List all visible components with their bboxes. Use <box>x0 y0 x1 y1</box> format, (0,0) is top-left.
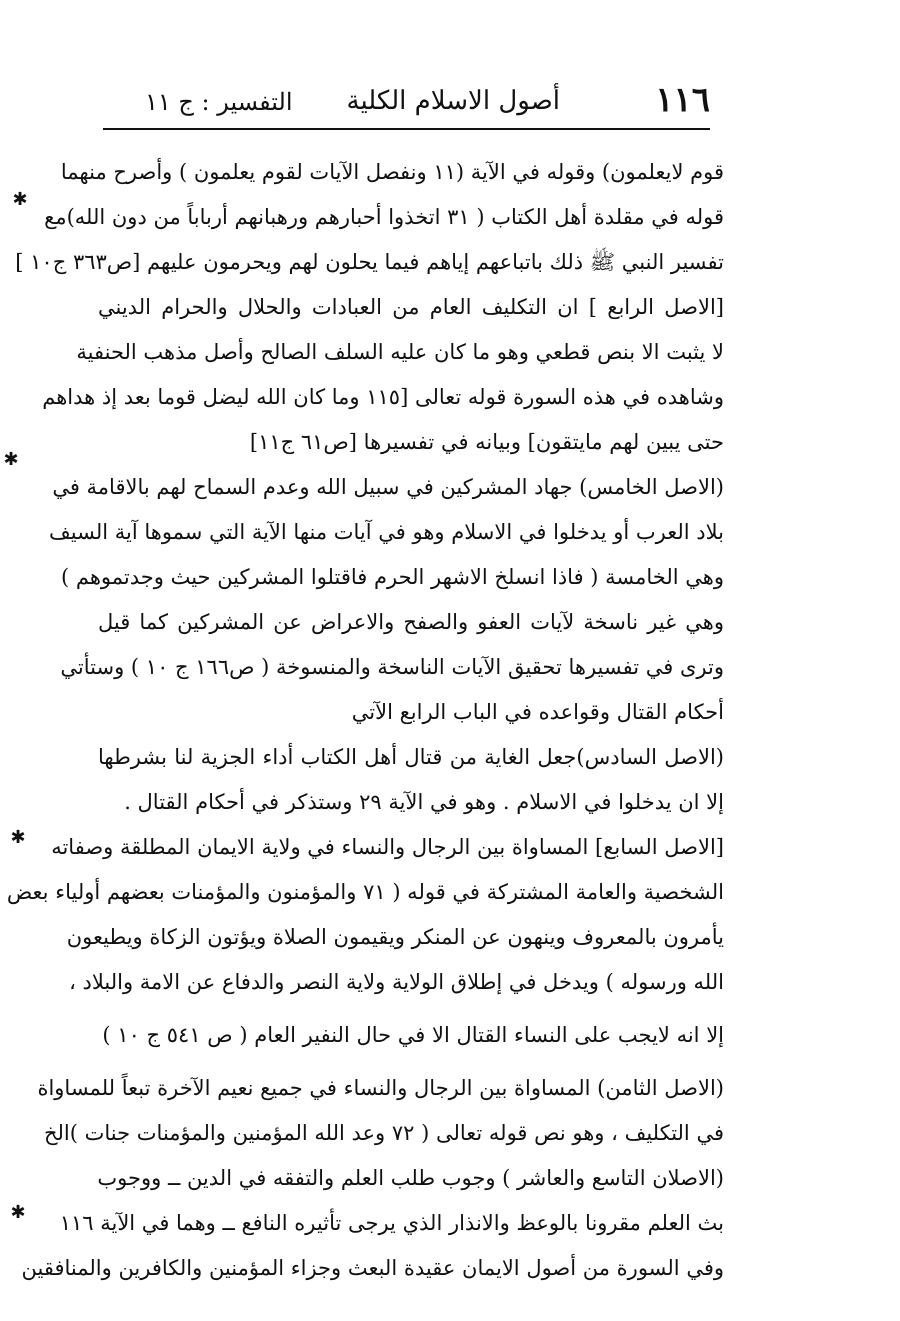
margin-mark-icon: ✱ <box>3 449 19 470</box>
body-text <box>6 150 724 1291</box>
text-line: وهي غير ناسخة لآيات العفو والصفح والاعراض عن المشركين كما قيل <box>98 610 724 634</box>
text-line: [الاصل الرابع ] ان التكليف العام من العبادات والحلال والحرام الديني <box>98 295 724 319</box>
text-line: تفسير النبي ﷺ ذلك باتباعهم إياهم فيما يحلون لهم ويحرمون عليهم [ص٣٦٣ ج١٠ ] <box>15 250 724 274</box>
section-reference: التفسير : ج ١١ <box>145 88 293 116</box>
text-line: يأمرون بالمعروف وينهون عن المنكر ويقيمون الصلاة ويؤتون الزكاة ويطيعون <box>66 925 724 949</box>
text-line: قوله في مقلدة أهل الكتاب ( ٣١ اتخذوا أحبارهم ورهبانهم أرباباً من دون الله)مع <box>44 205 724 229</box>
text-line: حتى يبين لهم مايتقون] وبيانه في تفسيرها [ص٦١ ج١١] <box>249 430 724 454</box>
page-number: ١١٦ <box>655 80 710 120</box>
text-line: لا يثبت الا بنص قطعي وهو ما كان عليه السلف الصالح وأصل مذهب الحنفية <box>76 340 724 364</box>
text-line: إلا انه لايجب على النساء القتال الا في حال النفير العام ( ص ٥٤١ ج ١٠ ) <box>102 1023 724 1047</box>
text-line: وهي الخامسة ( فاذا انسلخ الاشهر الحرم فاقتلوا المشركين حيث وجدتموهم ) <box>61 565 724 589</box>
page-header <box>100 78 710 126</box>
text-line: وترى في تفسيرها تحقيق الآيات الناسخة والمنسوخة ( ص١٦٦ ج ١٠ ) وستأتي <box>60 655 724 679</box>
text-line: الشخصية والعامة المشتركة في قوله ( ٧١ والمؤمنون والمؤمنات بعضهم أولياء بعض <box>6 880 724 904</box>
text-line: وشاهده في هذه السورة قوله تعالى [١١٥ وما كان الله ليضل قوما بعد إذ هداهم <box>42 385 724 409</box>
text-line: وفي السورة من أصول الايمان عقيدة البعث وجزاء المؤمنين والكافرين والمنافقين <box>21 1256 724 1280</box>
margin-mark-icon: ✱ <box>12 189 28 210</box>
text-line: (الاصل السادس)جعل الغاية من قتال أهل الكتاب أداء الجزية لنا بشرطها <box>98 745 724 769</box>
header-rule <box>103 128 710 130</box>
text-line: [الاصل السابع] المساواة بين الرجال والنساء في ولاية الايمان المطلقة وصفاته <box>51 835 724 859</box>
text-line: إلا ان يدخلوا في الاسلام . وهو في الآية ٢٩ وستذكر في أحكام القتال . <box>124 790 724 814</box>
text-line: الله ورسوله ) ويدخل في إطلاق الولاية ولاية النصر والدفاع عن الامة والبلاد ، <box>69 970 724 994</box>
book-title: أصول الاسلام الكلية <box>346 86 560 116</box>
text-line: (الاصلان التاسع والعاشر ) وجوب طلب العلم والتفقه في الدين ــ ووجوب <box>97 1166 724 1190</box>
margin-mark-icon: ✱ <box>10 827 26 848</box>
text-line: في التكليف ، وهو نص قوله تعالى ( ٧٢ وعد الله المؤمنين والمؤمنات جنات )الخ <box>43 1121 724 1145</box>
text-line: (الاصل الخامس) جهاد المشركين في سبيل الله وعدم السماح لهم بالاقامة في <box>52 475 724 499</box>
text-line: أحكام القتال وقواعده في الباب الرابع الآتي <box>351 700 724 724</box>
text-line: (الاصل الثامن) المساواة بين الرجال والنساء في جميع نعيم الآخرة تبعاً للمساواة <box>37 1076 724 1100</box>
text-line: قوم لايعلمون) وقوله في الآية (١١ ونفصل الآيات لقوم يعلمون ) وأصرح منهما <box>60 160 724 184</box>
margin-mark-icon: ✱ <box>10 1202 26 1223</box>
text-line: بلاد العرب أو يدخلوا في الاسلام وهو في آيات منها الآية التي سموها آية السيف <box>49 520 724 544</box>
text-line: بث العلم مقرونا بالوعظ والانذار الذي يرجى تأثيره النافع ــ وهما في الآية ١١٦ <box>59 1211 724 1235</box>
